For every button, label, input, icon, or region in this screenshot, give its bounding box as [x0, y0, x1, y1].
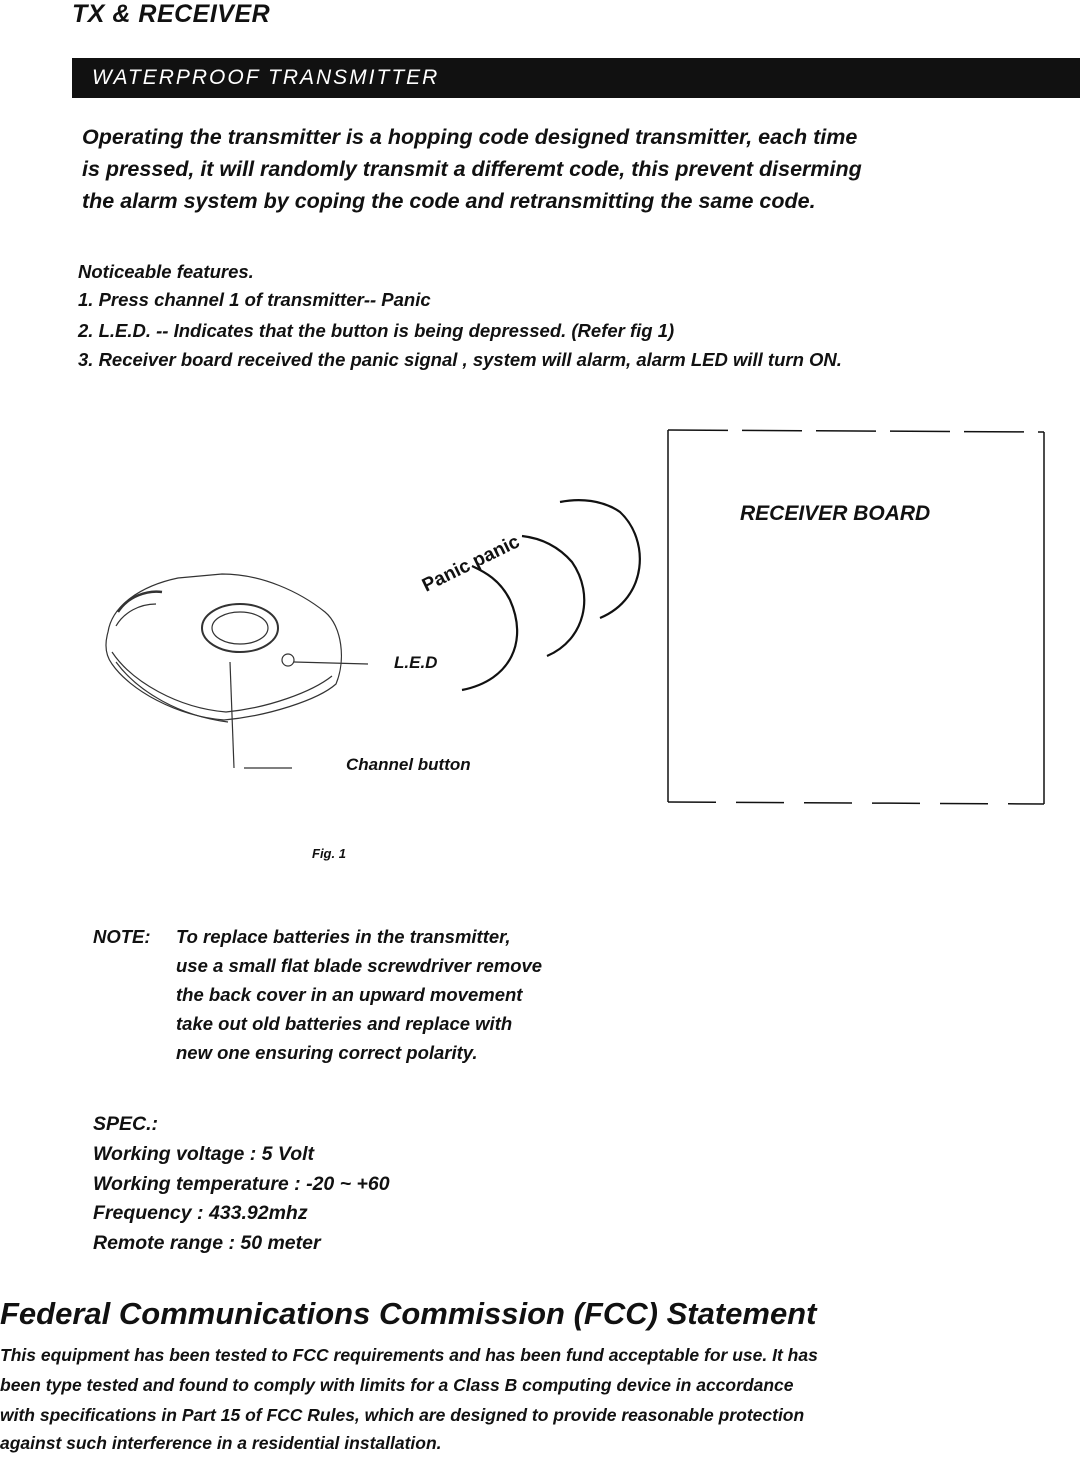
receiver-board-bottom-edge	[668, 802, 1044, 804]
signal-wave-middle	[522, 536, 584, 656]
note-line: To replace batteries in the transmitter,	[176, 926, 511, 947]
fcc-statement-line: against such interference in a residential installation.	[0, 1433, 442, 1453]
feature-item: 1. Press channel 1 of transmitter-- Panic	[78, 289, 431, 310]
feature-item: 3. Receiver board received the panic signal , system will alarm, alarm LED will turn ON.	[78, 349, 842, 370]
spec-item: Remote range : 50 meter	[93, 1232, 321, 1254]
note-label: NOTE:	[93, 926, 151, 947]
receiver-board-top-edge	[668, 430, 1044, 432]
spec-item: Frequency : 433.92mhz	[93, 1202, 308, 1224]
fcc-statement-line: This equipment has been tested to FCC requirements and has been fund acceptable for use. It has	[0, 1345, 818, 1365]
transmitter-drawing	[106, 574, 368, 768]
page-title: TX & RECEIVER	[72, 0, 271, 28]
signal-wave-inner	[462, 566, 517, 690]
features-heading: Noticeable features.	[78, 261, 254, 282]
note-line: take out old batteries and replace with	[176, 1013, 513, 1034]
led-label: L.E.D	[394, 653, 438, 672]
spec-heading: SPEC.:	[93, 1113, 159, 1135]
transmitter-body	[106, 574, 341, 720]
channel-button-label: Channel button	[346, 755, 471, 774]
intro-line: is pressed, it will randomly transmit a differemt code, this prevent diserming	[82, 157, 862, 181]
channel-button-inner-ring	[212, 612, 268, 644]
receiver-board	[668, 430, 1044, 804]
led-leader-line	[294, 662, 368, 664]
spec-item: Working voltage : 5 Volt	[93, 1143, 315, 1165]
note-line: the back cover in an upward movement	[176, 984, 523, 1005]
note-line: use a small flat blade screwdriver remove	[176, 955, 543, 976]
figure-caption: Fig. 1	[312, 846, 346, 861]
signal-label: Panic panic	[418, 531, 524, 597]
section-banner-label: WATERPROOF TRANSMITTER	[92, 66, 440, 89]
led-icon	[282, 654, 294, 666]
signal-wave-outer	[560, 500, 640, 618]
fcc-statement-title: Federal Communications Commission (FCC) Statement	[0, 1296, 817, 1331]
fcc-statement-line: been type tested and found to comply with limits for a Class B computing device in accordance	[0, 1375, 794, 1395]
figure-1-diagram	[0, 420, 1083, 870]
fcc-statement-line: with specifications in Part 15 of FCC Rules, which are designed to provide reasonable protection	[0, 1405, 805, 1425]
feature-item: 2. L.E.D. -- Indicates that the button is being depressed. (Refer fig 1)	[78, 320, 675, 341]
channel-button-leader-line	[230, 662, 234, 768]
signal-waves	[462, 500, 640, 690]
transmitter-ridge	[118, 592, 162, 612]
note-line: new one ensuring correct polarity.	[176, 1042, 478, 1063]
intro-line: the alarm system by coping the code and retransmitting the same code.	[82, 189, 816, 213]
spec-item: Working temperature : -20 ~ +60	[93, 1173, 390, 1195]
channel-button-icon	[202, 604, 278, 652]
intro-line: Operating the transmitter is a hopping code designed transmitter, each time	[82, 125, 858, 149]
receiver-board-label: RECEIVER BOARD	[740, 502, 931, 525]
transmitter-edge-line	[116, 662, 228, 722]
